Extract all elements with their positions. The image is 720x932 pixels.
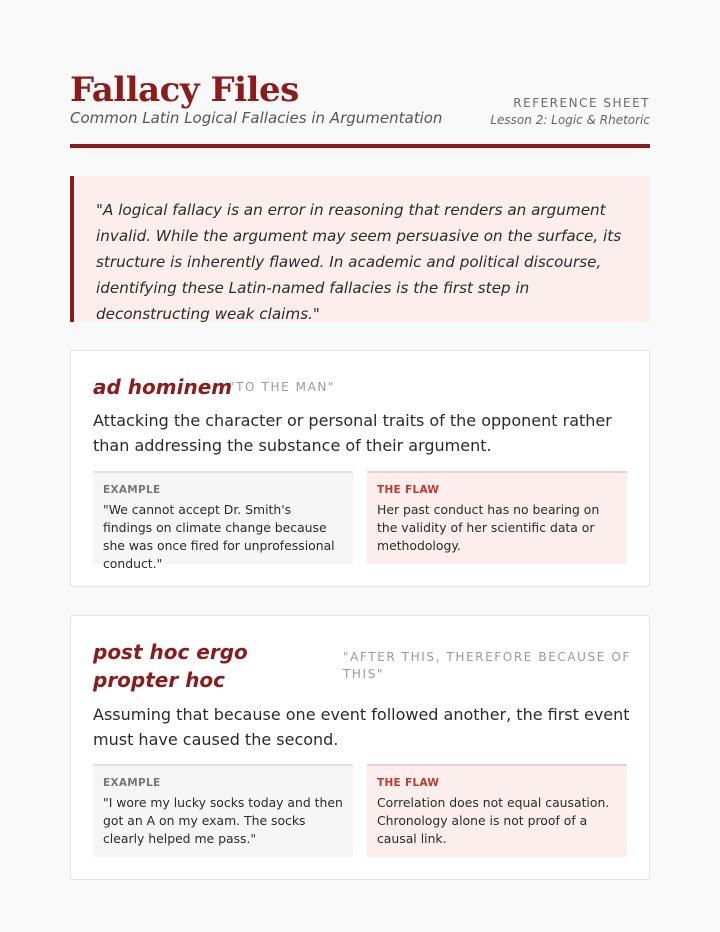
fallacy-description: Attacking the character or personal traits of the opponent rather than addressing the substance of their argument. bbox=[93, 411, 612, 455]
fallacy-name: post hoc ergo propter hoc bbox=[93, 640, 248, 692]
page-subtitle: Common Latin Logical Fallacies in Argumentation bbox=[70, 109, 443, 127]
fallacy-description: Assuming that because one event followed another, the first event must have caused the second. bbox=[93, 705, 630, 749]
fallacy-card-post-hoc bbox=[70, 615, 650, 880]
fallacy-translation: "TO THE MAN" bbox=[229, 380, 336, 394]
page-header bbox=[70, 70, 650, 148]
example-box bbox=[93, 471, 353, 571]
reference-sheet-label: REFERENCE SHEET bbox=[513, 96, 650, 110]
fallacy-translation: "AFTER THIS, THEREFORE BECAUSE OF THIS" bbox=[343, 650, 631, 681]
intro-quote-text: "A logical fallacy is an error in reasoning that renders an argument invalid. While the argument may seem persuasive on the surface, its structure is inherently flawed. In academic and political discourse, identifying these Latin-named fallacies is the first step in deconstructing weak claims." bbox=[96, 201, 622, 323]
page-title: Fallacy Files bbox=[70, 70, 299, 110]
flaw-text: Correlation does not equal causation. Chronology alone is not proof of a causal link. bbox=[377, 795, 610, 846]
flaw-box bbox=[367, 764, 627, 857]
lesson-label: Lesson 2: Logic & Rhetoric bbox=[490, 113, 650, 127]
flaw-box bbox=[367, 471, 627, 564]
fallacy-name: ad hominem bbox=[93, 375, 233, 399]
fallacy-card-ad-hominem bbox=[70, 350, 650, 587]
example-label: EXAMPLE bbox=[103, 484, 161, 496]
intro-quote bbox=[70, 176, 650, 322]
flaw-text: Her past conduct has no bearing on the validity of her scientific data or methodology. bbox=[377, 502, 600, 553]
example-text: "I wore my lucky socks today and then got an A on my exam. The socks clearly helped me pass." bbox=[103, 795, 343, 846]
example-box bbox=[93, 764, 353, 857]
flaw-label: THE FLAW bbox=[377, 484, 440, 496]
header-meta bbox=[490, 96, 650, 127]
example-text: "We cannot accept Dr. Smith's findings on climate change because she was once fired for unprofessional conduct." bbox=[103, 502, 335, 571]
example-label: EXAMPLE bbox=[103, 777, 161, 789]
flaw-label: THE FLAW bbox=[377, 777, 440, 789]
